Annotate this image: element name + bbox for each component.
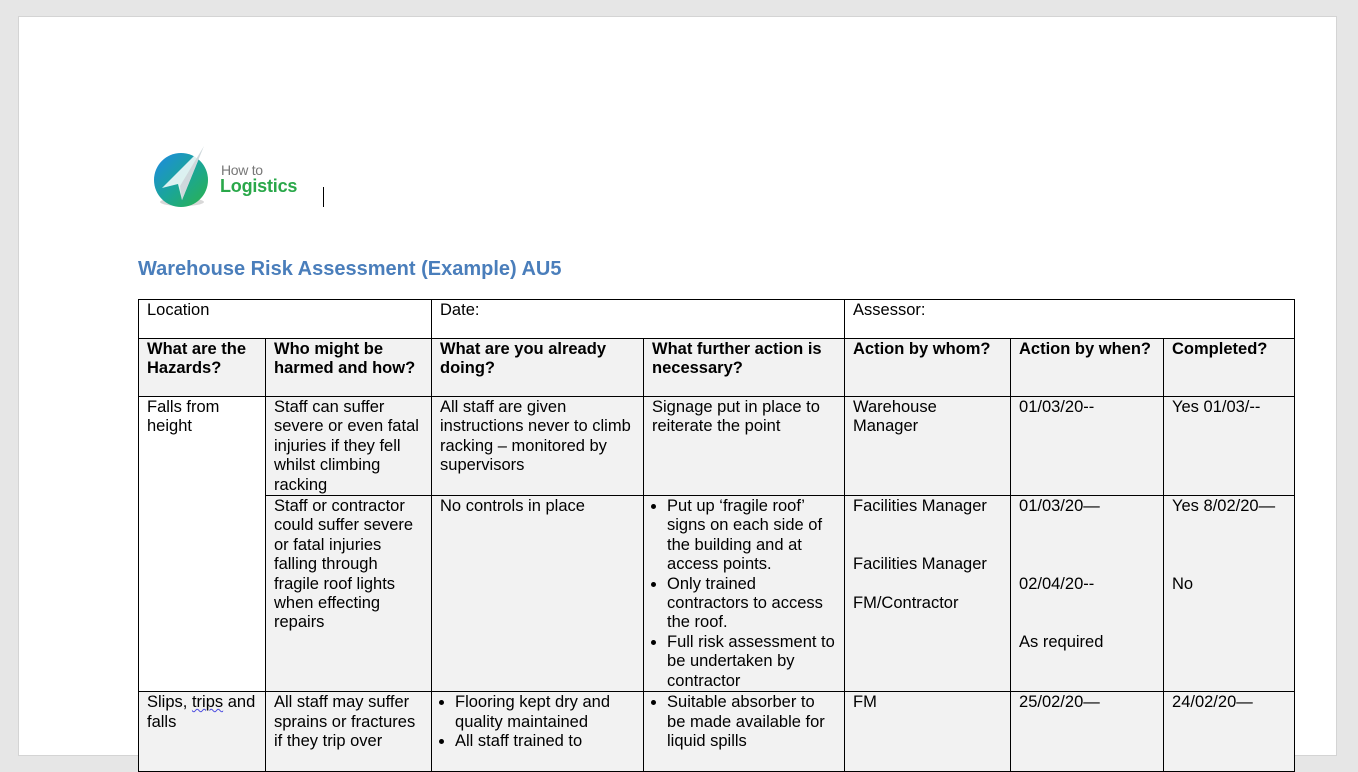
text-cursor [323,187,324,207]
when-cell[interactable] [1011,496,1164,692]
list-item: • Put up ‘fragile roof’ signs on each side of the building and at access points. [667,497,836,575]
hazard-text: and falls [147,693,256,731]
table-top-row [139,300,1295,339]
whom-cell[interactable] [845,496,1011,692]
whom-line: Facilities Manager [853,555,987,574]
list-item: • Suitable absorber to be made available for liquid spills [667,693,836,751]
table-row [139,496,1295,692]
when-line: 01/03/20— [1019,497,1100,516]
document-title[interactable]: Warehouse Risk Assessment (Example) AU5 [138,258,562,280]
doing-list [440,693,635,751]
further-action-list [652,693,836,751]
who-cell[interactable]: Staff can suffer severe or even fatal injuries if they fell whilst climbing racking [266,397,432,496]
whom-line: Facilities Manager [853,497,987,516]
further-cell[interactable] [644,692,845,772]
header-hazards[interactable]: What are the Hazards? [139,339,266,397]
header-completed[interactable]: Completed? [1164,339,1295,397]
who-cell[interactable]: Staff or contractor could suffer severe or fatal injuries falling through fragile roof lights when effecting repairs [266,496,432,692]
when-line: As required [1019,632,1104,651]
doing-cell[interactable] [432,692,644,772]
header-already-doing[interactable]: What are you already doing? [432,339,644,397]
logo-text-how-to: How to [221,162,263,178]
logo-globe-icon [152,142,216,214]
further-cell[interactable] [644,496,845,692]
risk-assessment-table [138,299,1295,772]
completed-cell[interactable]: Yes 01/03/-- [1164,397,1295,496]
assessor-cell[interactable]: Assessor: [845,300,1295,339]
location-cell[interactable]: Location [139,300,432,339]
doing-cell[interactable]: No controls in place [432,496,644,692]
further-cell[interactable]: Signage put in place to reiterate the point [644,397,845,496]
hazard-cell[interactable]: Falls from height [139,397,266,692]
header-action-by-when[interactable]: Action by when? [1011,339,1164,397]
list-item: • Only trained contractors to access the roof. [667,575,836,633]
table-row [139,397,1295,496]
when-cell[interactable]: 25/02/20— [1011,692,1164,772]
header-further-action[interactable]: What further action is necessary? [644,339,845,397]
list-item: • All staff trained to [455,732,635,751]
date-cell[interactable]: Date: [432,300,845,339]
list-item: • Full risk assessment to be undertaken by contractor [667,633,836,691]
who-cell[interactable]: All staff may suffer sprains or fractures if they trip over [266,692,432,772]
table-row [139,692,1295,772]
logo-text-logistics: Logistics [220,176,298,196]
whom-line: FM/Contractor [853,594,959,613]
whom-cell[interactable]: Warehouse Manager [845,397,1011,496]
spelling-flagged-word: trips [191,693,224,712]
header-who-harmed[interactable]: Who might be harmed and how? [266,339,432,397]
doing-cell[interactable]: All staff are given instructions never to climb racking – monitored by supervisors [432,397,644,496]
table-header-row [139,339,1295,397]
when-cell[interactable]: 01/03/20-- [1011,397,1164,496]
completed-line: No [1172,574,1194,593]
header-action-by-whom[interactable]: Action by whom? [845,339,1011,397]
list-item: • Flooring kept dry and quality maintained [455,693,635,732]
hazard-cell[interactable] [139,692,266,772]
when-line: 02/04/20-- [1019,574,1095,593]
completed-cell[interactable]: 24/02/20— [1164,692,1295,772]
company-logo [152,142,312,214]
completed-cell[interactable] [1164,496,1295,692]
further-action-list [652,497,836,691]
whom-cell[interactable]: FM [845,692,1011,772]
hazard-text: Slips, [147,693,188,712]
completed-line: Yes 8/02/20— [1172,497,1276,516]
document-page [18,16,1337,756]
